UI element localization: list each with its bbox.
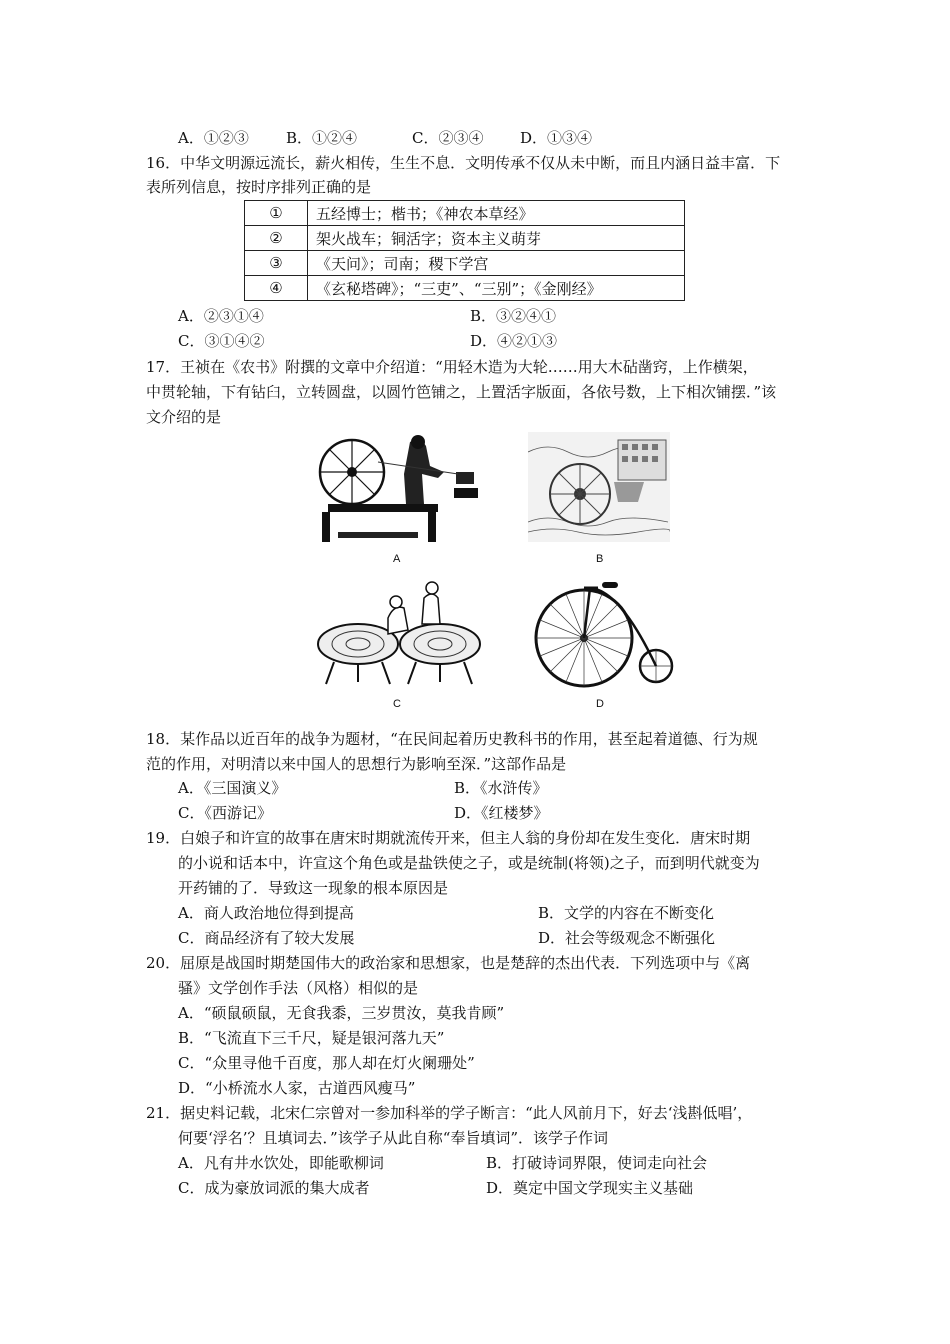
q16-option-b: B．③②④① [470,307,557,325]
waterwheel-image [528,432,670,542]
q20-stem-line1: 20．屈原是战国时期楚国伟大的政治家和思想家，也是楚辞的杰出代表．下列选项中与《离 [146,954,751,972]
table-cell-text: 《天问》；司南；稷下学宫 [308,251,685,276]
table-row [245,276,685,301]
table-cell-num: ④ [245,276,308,301]
q21-option-d: D．奠定中国文学现实主义基础 [486,1179,694,1197]
q21-stem-line1: 21．据史料记载，北宋仁宗曾对一参加科举的学子断言：“此人风前月下，好去‘浅斟低唱’， [146,1104,753,1122]
q17-stem-line3: 文介绍的是 [146,408,222,426]
table-row [245,251,685,276]
q15-option-b: B．①②④ [286,129,358,147]
table-cell-text: 五经博士；楷书；《神农本草经》 [308,201,685,226]
q18-option-c: C．《西游记》 [178,804,272,822]
q16-option-d: D．④②①③ [470,332,558,350]
q20-option-a: A．“硕鼠硕鼠，无食我黍，三岁贯汝，莫我肯顾” [178,1004,505,1022]
q16-stem-line2: 表所列信息，按时序排列正确的是 [146,178,372,196]
q20-stem-line2: 骚》文学创作手法（风格）相似的是 [178,979,419,997]
q15-option-c: C．②③④ [412,129,484,147]
q19-stem-line2: 的小说和话本中，许宣这个角色或是盐铁使之子，或是统制(将领)之子，而到明代就变为 [178,854,760,872]
table-row [245,201,685,226]
q17-stem-line2: 中贯轮轴，下有钻臼，立转圆盘，以圆竹笆铺之，上置活字版面，各依号数，上下相次铺摆．”该 [146,383,777,401]
table-row [245,226,685,251]
q18-option-a: A．《三国演义》 [178,779,287,797]
table-cell-num: ① [245,201,308,226]
q19-option-d: D．社会等级观念不断强化 [538,929,716,947]
spinning-wheel-image [318,432,484,548]
q18-stem-line2: 范的作用，对明清以来中国人的思想行为影响至深．”这部作品是 [146,755,567,773]
q19-stem-line3: 开药铺的了．导致这一现象的根本原因是 [178,879,449,897]
type-rotating-table-image [314,578,484,690]
q20-option-c: C．“众里寻他千百度，那人却在灯火阑珊处” [178,1054,475,1072]
q20-option-b: B．“飞流直下三千尺，疑是银河落九天” [178,1029,445,1047]
q18-stem-line1: 18．某作品以近百年的战争为题材，“在民间起着历史教科书的作用，甚至起着道德、行为规 [146,730,758,748]
q16-option-c: C．③①④② [178,332,265,350]
q21-stem-line2: 何要‘浮名’？且填词去．”该学子从此自称“奉旨填词”．该学子作词 [178,1129,609,1147]
q15-option-d: D．①③④ [520,129,593,147]
table-cell-num: ② [245,226,308,251]
figure-label-a: A [393,553,401,565]
figure-label-b: B [596,553,604,565]
q15-option-a: A．①②③ [178,129,249,147]
table-cell-text: 《玄秘塔碑》；“三吏”、“三别”；《金刚经》 [308,276,685,301]
q21-option-c: C．成为豪放词派的集大成者 [178,1179,370,1197]
table-cell-text: 架火战车；铜活字；资本主义萌芽 [308,226,685,251]
q16-table [244,200,685,301]
q19-stem-line1: 19．白娘子和许宣的故事在唐宋时期就流传开来，但主人翁的身份却在发生变化．唐宋时期 [146,829,751,847]
q19-option-c: C．商品经济有了较大发展 [178,929,355,947]
q21-option-b: B．打破诗词界限，使词走向社会 [486,1154,708,1172]
q18-option-d: D．《红楼梦》 [454,804,549,822]
q19-option-b: B．文学的内容在不断变化 [538,904,715,922]
penny-farthing-bicycle-image [530,574,676,688]
q16-stem-line1: 16．中华文明源远流长，薪火相传，生生不息．文明传承不仅从未中断，而且内涵日益丰富．下 [146,154,781,172]
q20-option-d: D．“小桥流水人家，古道西风瘦马” [178,1079,416,1097]
figure-label-d: D [596,698,604,710]
table-cell-num: ③ [245,251,308,276]
q19-option-a: A．商人政治地位得到提高 [178,904,354,922]
q16-option-a: A．②③①④ [178,307,264,325]
q17-stem-line1: 17．王祯在《农书》附撰的文章中介绍道：“用轻木造为大轮……用大木砧凿窍，上作横架， [146,358,758,376]
q18-option-b: B．《水浒传》 [454,779,548,797]
figure-label-c: C [393,698,401,710]
q21-option-a: A．凡有井水饮处，即能歌柳词 [178,1154,384,1172]
